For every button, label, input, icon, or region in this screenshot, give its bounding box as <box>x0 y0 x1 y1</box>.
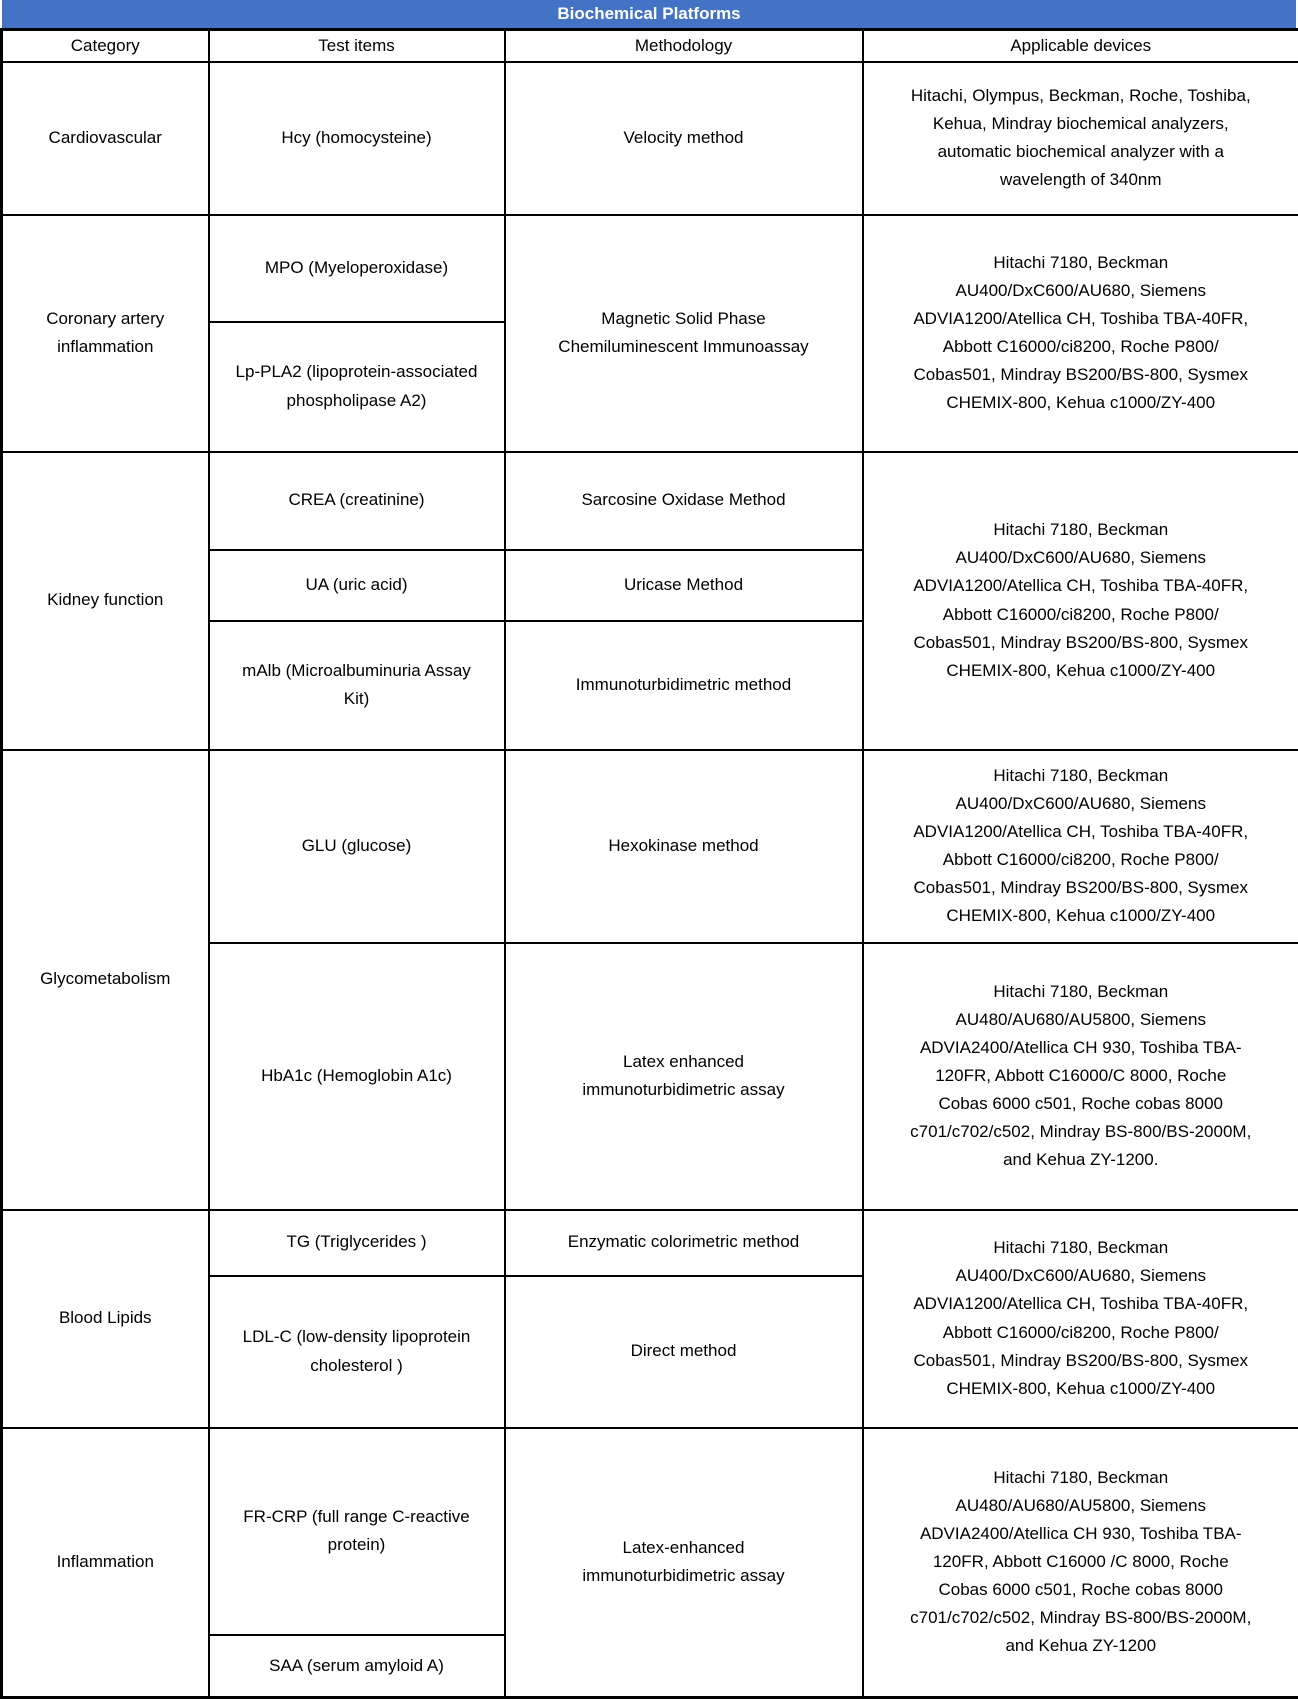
cell-devices-inflammation: Hitachi 7180, Beckman AU480/AU680/AU5800, Siemens ADVIA2400/Atellica CH 930, Toshiba TBA-120FR, Abbott C16000 /C 8000, Roche Cobas 6000 c501, Roche cobas 8000 c701/c702/c502, Mindray BS-800/BS-2000M, and Kehua ZY-1200 <box>863 1428 1298 1698</box>
cell-category-cardiovascular: Cardiovascular <box>2 62 209 215</box>
cell-method-enzymatic-colorimetric: Enzymatic colorimetric method <box>505 1210 863 1276</box>
col-header-methodology: Methodology <box>505 30 863 62</box>
cell-test-tg: TG (Triglycerides ) <box>209 1210 505 1276</box>
cell-method-latex-enhanced-hba1c: Latex enhanced immunoturbidimetric assay <box>505 943 863 1210</box>
cell-devices-blood-lipids: Hitachi 7180, Beckman AU400/DxC600/AU680, Siemens ADVIA1200/Atellica CH, Toshiba TBA-40FR, Abbott C16000/ci8200, Roche P800/ Cobas501, Mindray BS200/BS-800, Sysmex CHEMIX-800, Kehua c1000/ZY-400 <box>863 1210 1298 1428</box>
cell-category-kidney-function: Kidney function <box>2 452 209 750</box>
cell-test-ua: UA (uric acid) <box>209 550 505 621</box>
cell-test-crea: CREA (creatinine) <box>209 452 505 550</box>
row-coronary-mpo <box>2 215 1298 322</box>
cell-devices-kidney: Hitachi 7180, Beckman AU400/DxC600/AU680, Siemens ADVIA1200/Atellica CH, Toshiba TBA-40FR, Abbott C16000/ci8200, Roche P800/ Cobas501, Mindray BS200/BS-800, Sysmex CHEMIX-800, Kehua c1000/ZY-400 <box>863 452 1298 750</box>
col-header-applicable-devices: Applicable devices <box>863 30 1298 62</box>
cell-devices-glu: Hitachi 7180, Beckman AU400/DxC600/AU680, Siemens ADVIA1200/Atellica CH, Toshiba TBA-40FR, Abbott C16000/ci8200, Roche P800/ Cobas501, Mindray BS200/BS-800, Sysmex CHEMIX-800, Kehua c1000/ZY-400 <box>863 750 1298 943</box>
row-inflammation-frcrp <box>2 1428 1298 1635</box>
cell-test-hba1c: HbA1c (Hemoglobin A1c) <box>209 943 505 1210</box>
cell-test-lppla2: Lp-PLA2 (lipoprotein-associated phospholipase A2) <box>209 322 505 452</box>
cell-method-uricase: Uricase Method <box>505 550 863 621</box>
cell-category-glycometabolism: Glycometabolism <box>2 750 209 1210</box>
row-cardiovascular <box>2 62 1298 215</box>
col-header-category: Category <box>2 30 209 62</box>
cell-test-malb: mAlb (Microalbuminuria Assay Kit) <box>209 621 505 750</box>
cell-test-ldl: LDL-C (low-density lipoprotein cholesterol ) <box>209 1276 505 1428</box>
col-header-test-items: Test items <box>209 30 505 62</box>
cell-devices-coronary: Hitachi 7180, Beckman AU400/DxC600/AU680, Siemens ADVIA1200/Atellica CH, Toshiba TBA-40FR, Abbott C16000/ci8200, Roche P800/ Cobas501, Mindray BS200/BS-800, Sysmex CHEMIX-800, Kehua c1000/ZY-400 <box>863 215 1298 452</box>
cell-test-hcy: Hcy (homocysteine) <box>209 62 505 215</box>
cell-test-mpo: MPO (Myeloperoxidase) <box>209 215 505 322</box>
cell-method-magnetic-chemiluminescent: Magnetic Solid Phase Chemiluminescent Immunoassay <box>505 215 863 452</box>
cell-category-blood-lipids: Blood Lipids <box>2 1210 209 1428</box>
cell-category-coronary-artery-inflammation: Coronary artery inflammation <box>2 215 209 452</box>
table-title: Biochemical Platforms <box>2 0 1296 28</box>
biochemical-platforms-table <box>0 28 1298 1699</box>
cell-method-direct: Direct method <box>505 1276 863 1428</box>
cell-test-frcrp: FR-CRP (full range C-reactive protein) <box>209 1428 505 1635</box>
cell-test-saa: SAA (serum amyloid A) <box>209 1635 505 1698</box>
cell-method-immunoturbidimetric: Immunoturbidimetric method <box>505 621 863 750</box>
header-row <box>2 30 1298 62</box>
row-glyco-glu <box>2 750 1298 943</box>
row-lipids-tg <box>2 1210 1298 1276</box>
cell-method-sarcosine-oxidase: Sarcosine Oxidase Method <box>505 452 863 550</box>
cell-method-velocity: Velocity method <box>505 62 863 215</box>
cell-method-hexokinase: Hexokinase method <box>505 750 863 943</box>
cell-devices-hba1c: Hitachi 7180, Beckman AU480/AU680/AU5800, Siemens ADVIA2400/Atellica CH 930, Toshiba TBA-120FR, Abbott C16000/C 8000, Roche Cobas 6000 c501, Roche cobas 8000 c701/c702/c502, Mindray BS-800/BS-2000M, and Kehua ZY-1200. <box>863 943 1298 1210</box>
row-kidney-crea <box>2 452 1298 550</box>
cell-test-glu: GLU (glucose) <box>209 750 505 943</box>
cell-devices-cardiovascular: Hitachi, Olympus, Beckman, Roche, Toshiba, Kehua, Mindray biochemical analyzers, automatic biochemical analyzer with a wavelength of 340nm <box>863 62 1298 215</box>
cell-method-latex-enhanced-inflammation: Latex-enhanced immunoturbidimetric assay <box>505 1428 863 1698</box>
cell-category-inflammation: Inflammation <box>2 1428 209 1698</box>
